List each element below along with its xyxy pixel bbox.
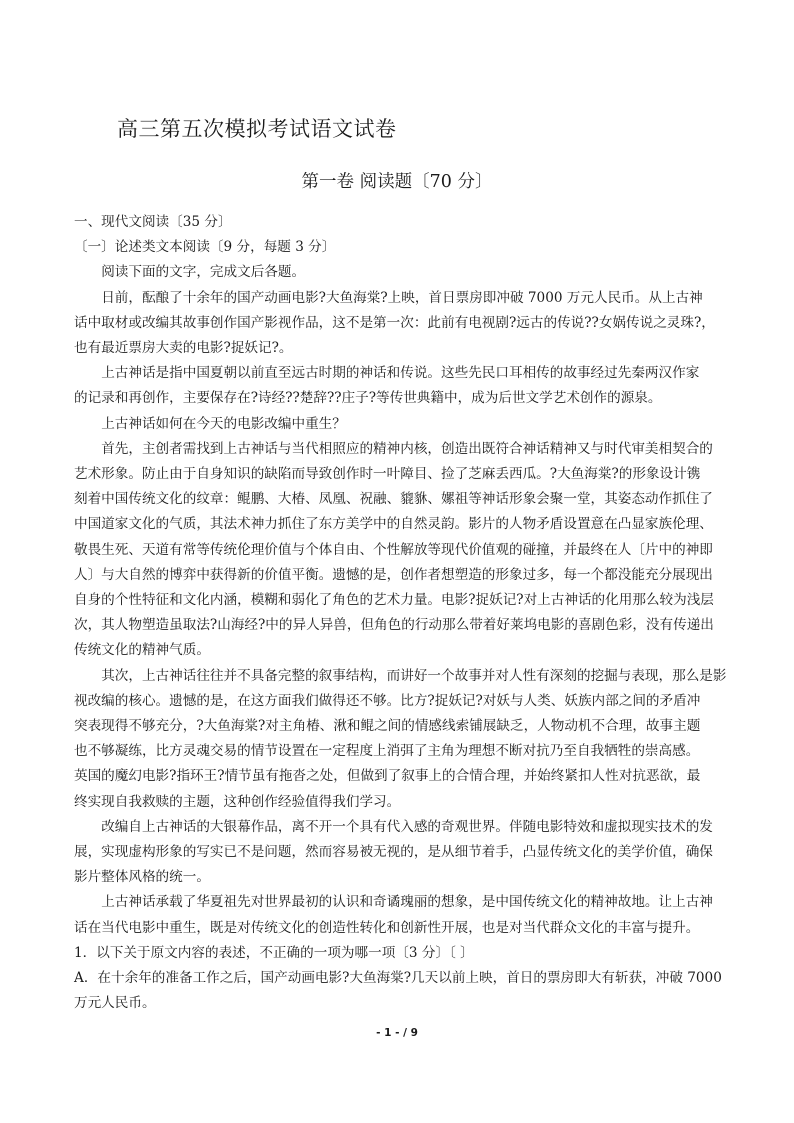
paragraph-5: 其次，上古神话往往并不具备完整的叙事结构，而讲好一个故事并对人性有深刻的挖掘与表现，那么是影 视改编的核心。遗憾的是，在这方面我们做得还不够。比方?捉妖记?对妖与人类、妖族内部之间的矛盾冲 突表现得不够充分，?大鱼海棠?对主角椿、湫和鲲之间的情感线索铺展缺乏，人物动机不合理，故事主题 也不够凝练，比方灵魂交易的情节设置在一定程度上消弭了主角为理想不断对抗乃至自我牺牲的崇高感。 英国的魔幻电影?指环王?情节虽有拖沓之处，但做到了叙事上的合情合理，并始终紧扣人性对抗恶欲，最 终实现自我救赎的主题，这种创作经验值得我们学习。 (74, 667, 727, 810)
paragraph-1: 日前，酝酿了十余年的国产动画电影?大鱼海棠?上映，首日票房即冲破 7000 万元人民币。从上古神 话中取材或改编其故事创作国产影视作品，这不是第一次：此前有电视剧?远古的传说??女娲传说之灵珠?， 也有最近票房大卖的电影?捉妖记?。 (74, 289, 715, 357)
paragraph-6: 改编自上古神话的大银幕作品，离不开一个具有代入感的奇观世界。伴随电影特效和虚拟现实技术的发 展，实现虚构形象的写实已不是问题，然而容易被无视的，是从细节着手，凸显传统文化的美学价值，确保 影片整体风格的统一。 (74, 818, 713, 886)
paragraph-4: 首先，主创者需找到上古神话与当代相照应的精神内核，创造出既符合神话精神又与时代审美相契合的 艺术形象。防止由于自身知识的缺陷而导致创作时一叶障目、捡了芝麻丢西瓜。?大鱼海棠?的形象设计镌 刻着中国传统文化的纹章：鲲鹏、大椿、凤凰、祝融、貔貅、嫘祖等神话形象会聚一堂，其姿态动作抓住了 中国道家文化的气质，其法术神力抓住了东方美学中的自然灵韵。影片的人物矛盾设置意在凸显家族伦理、 敬畏生死、天道有常等传统伦理价值与个体自由、个性解放等现代价值观的碰撞，并最终在人〔片中的神即 人〕与大自然的博弈中获得新的价值平衡。遗憾的是，创作者想塑造的形象过多，每一个都没能充分展现出 自身的个性特征和文化内涵，模糊和弱化了角色的艺术力量。电影?捉妖记?对上古神话的化用那么较为浅层 次，其人物塑造虽取法?山海经?中的异人异兽，但角色的行动那么带着好莱坞电影的喜剧色彩，没有传递出 传统文化的精神气质。 (74, 440, 714, 659)
paragraph-2: 上古神话是指中国夏朝以前直至远古时期的神话和传说。这些先民口耳相传的故事经过先秦两汉作家 的记录和再创作，主要保存在?诗经??楚辞??庄子?等传世典籍中，成为后世文学艺术创作的源泉。 (74, 365, 700, 407)
section-heading: 一、现代文阅读〔35 分〕 (74, 214, 232, 230)
exam-title: 高三第五次模拟考试语文试卷 (117, 117, 397, 141)
subsection-heading: 〔一〕论述类文本阅读〔9 分，每题 3 分〕 (74, 239, 336, 256)
question-1-option-a: A．在十余年的准备工作之后，国产动画电影?大鱼海棠?几天以前上映，首日的票房即大有斩获，冲破 7000 万元人民币。 (74, 970, 722, 1012)
document-body (74, 210, 738, 1017)
question-1: 1．以下关于原文内容的表述，不正确的一项为哪一项〔3 分〕〔 〕 (74, 944, 474, 961)
part-title: 第一卷 阅读题〔70 分〕 (301, 172, 493, 192)
page-number: - 1 - / 9 (376, 1027, 418, 1039)
instruction-text: 阅读下面的文字，完成文后各题。 (101, 264, 306, 281)
paragraph-3: 上古神话如何在今天的电影改编中重生？ (101, 415, 346, 432)
paragraph-7: 上古神话承载了华夏祖先对世界最初的认识和奇谲瑰丽的想象，是中国传统文化的精神故地。让上古神 话在当代电影中重生，既是对传统文化的创造性转化和创新性开展，也是对当代群众文化的丰富与提升。 (74, 894, 713, 936)
